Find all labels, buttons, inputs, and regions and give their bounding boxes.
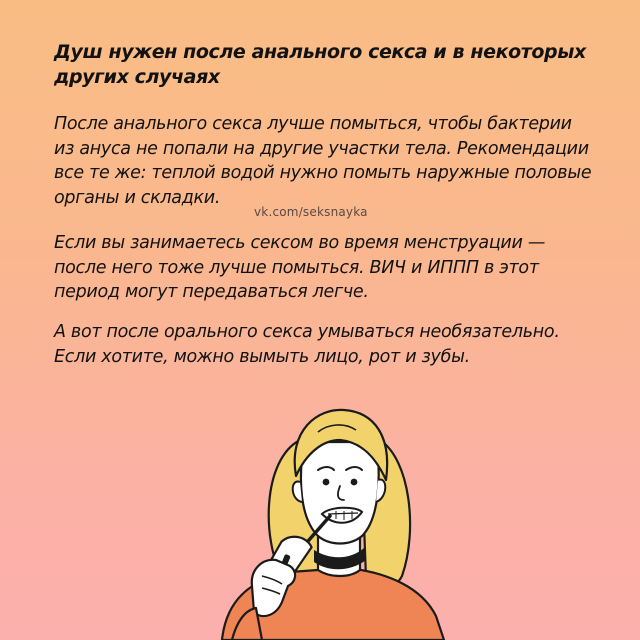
right-eye: [351, 479, 358, 486]
paragraph-menstruation: Если вы занимаетесь сексом во время менструации — после него тоже лучше помыться. ВИЧ и ИППП в этот период могут передаваться легче.: [54, 233, 546, 302]
paragraph-oral-sex: А вот после орального секса умываться необязательно. Если хотите, можно вымыть лицо, рот и зубы.: [54, 322, 560, 367]
left-eye: [323, 479, 330, 486]
post-heading: Душ нужен после анального секса и в некоторых других случаях: [54, 41, 586, 88]
watermark-link: vk.com/seksnayka: [254, 205, 368, 219]
paragraph-anal-sex: После анального секса лучше помыться, чтобы бактерии из ануса не попали на другие участки тела. Рекомендации все те же: теплой водой нужно помыть наружные половые органы и складки.: [54, 114, 592, 208]
woman-brushing-teeth-illustration: [0, 380, 640, 640]
